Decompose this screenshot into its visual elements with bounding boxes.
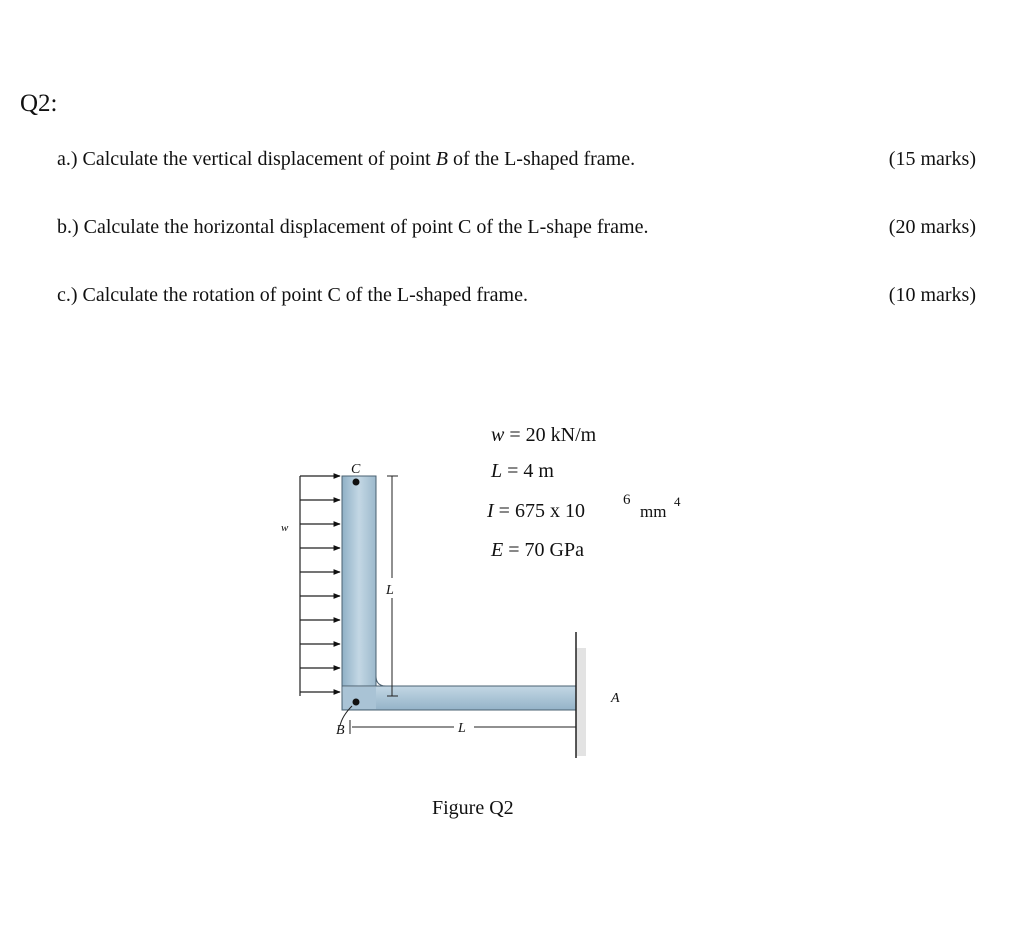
question-a-marks: (15 marks) <box>888 148 976 170</box>
param-i-unit-exponent: 4 <box>674 494 681 509</box>
param-i-exponent: 6 <box>623 492 631 508</box>
param-i <box>486 500 585 522</box>
vertical-member <box>342 476 376 710</box>
point-b-label: B <box>336 723 345 738</box>
question-a-text: a.) Calculate the vertical displacement of point <box>57 148 436 170</box>
question-number: Q2: <box>20 90 58 117</box>
dim-vertical-label: L <box>386 583 394 598</box>
question-b-marks: (20 marks) <box>888 216 976 238</box>
param-e <box>490 539 584 561</box>
question-c-text: c.) Calculate the rotation of point C of the L-shaped frame. <box>57 284 528 306</box>
question-a-point: B <box>435 148 448 170</box>
point-b-dot <box>353 699 360 706</box>
question-a-suffix: of the L-shaped frame. <box>447 148 636 170</box>
inner-corner <box>376 476 386 686</box>
param-l-value: = 4 m <box>502 460 554 482</box>
fixed-support <box>576 632 586 758</box>
param-w-symbol: w <box>491 424 505 446</box>
param-w <box>491 424 597 446</box>
point-c-label: C <box>351 462 361 477</box>
corner-fill <box>343 687 376 709</box>
param-i-symbol: I <box>487 500 494 522</box>
dim-horizontal-label: L <box>458 721 466 736</box>
param-l-symbol: L <box>491 460 503 482</box>
load-label: w <box>281 522 289 534</box>
point-c-dot <box>353 479 360 486</box>
figure-caption: Figure Q2 <box>432 797 514 819</box>
param-l <box>490 460 554 482</box>
param-e-value: = 70 GPa <box>503 539 584 561</box>
horizontal-member <box>342 686 576 710</box>
param-i-value: = 675 x 10 <box>493 500 585 522</box>
point-a-label: A <box>611 691 620 706</box>
support-hatch <box>576 648 586 756</box>
param-e-symbol: E <box>491 539 504 561</box>
param-i-unit: mm <box>640 502 667 521</box>
distributed-load <box>300 476 340 696</box>
question-b-text: b.) Calculate the horizontal displacement of point C of the L-shape frame. <box>57 216 649 238</box>
load-arrows <box>300 476 340 692</box>
question-c-marks: (10 marks) <box>888 284 976 306</box>
param-w-value: = 20 kN/m <box>504 424 597 446</box>
